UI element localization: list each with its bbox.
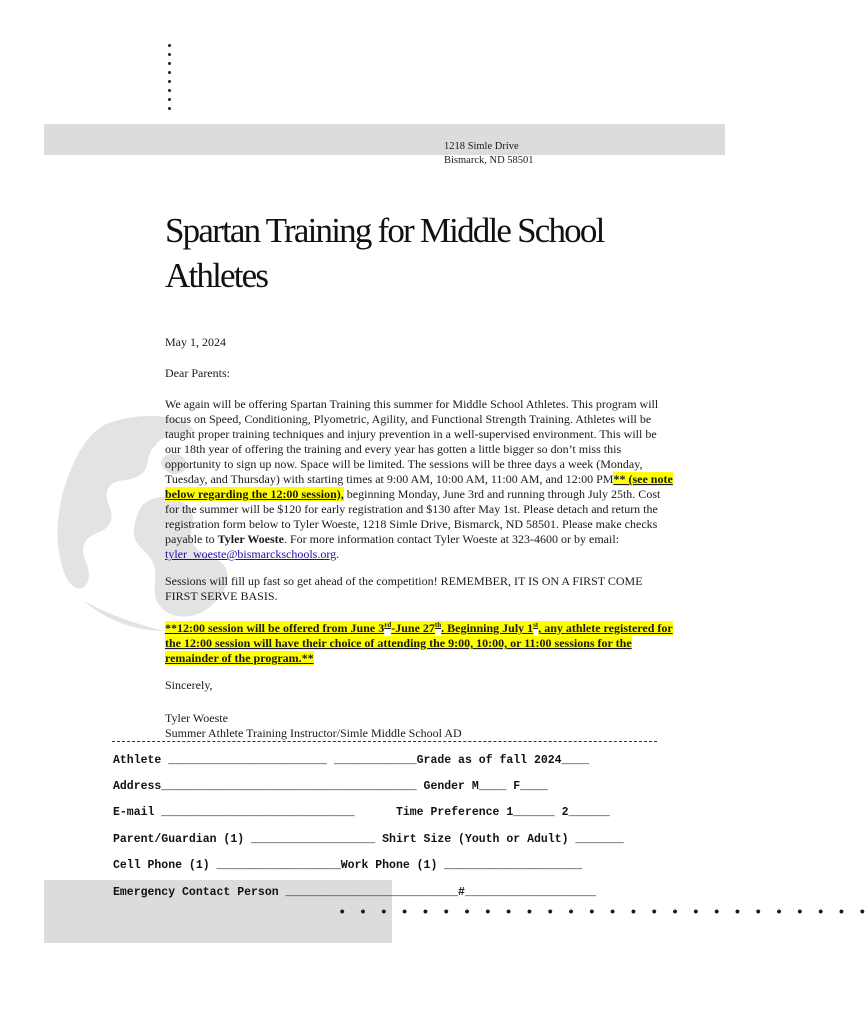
body-text-3: . For more information contact Tyler Woeste at 323-4600 or by email:: [283, 532, 619, 546]
document-title: Spartan Training for Middle School Athletes: [165, 211, 604, 295]
payee-name: Tyler Woeste: [217, 532, 284, 546]
salutation: Dear Parents:: [165, 366, 230, 380]
letter-date: May 1, 2024: [165, 335, 226, 349]
address-line-1: 1218 Simle Drive: [444, 141, 519, 152]
detach-line: [112, 741, 657, 742]
closing: Sincerely,: [165, 678, 213, 692]
body-text-end: .: [336, 547, 340, 561]
note-sup-3: st: [533, 621, 539, 629]
note-part-3: . Beginning July 1: [441, 621, 534, 635]
highlighted-session-note: ** (see note below regarding the 12:00 session),: [165, 472, 673, 501]
signature-role: Summer Athlete Training Instructor/Simle Middle School AD: [165, 726, 462, 740]
body-paragraph-1: [165, 397, 675, 562]
note-sup-1: rd: [384, 621, 392, 629]
form-line-address: Address_____________________________________ Gender M____ F____: [113, 780, 548, 793]
body-paragraph-2: Sessions will fill up fast so get ahead of the competition! REMEMBER, IT IS ON A FIRST COME FIRST SERVE BASIS.: [165, 574, 643, 603]
body-text-2: beginning Monday, June 3rd and running through July 25th. Cost for the summer will be $120 for early registration and $130 after May 1st. Please detach and return the registration form below to Tyler Woeste, 1218 Simle Drive, Bismarck, ND 58501. Please make checks payable to: [165, 487, 661, 546]
horizontal-dots-decoration: • • • • • • • • • • • • • • • • • • • • • • • • • •: [338, 905, 868, 921]
email-link[interactable]: tyler_woeste@bismarckschools.org: [165, 547, 337, 561]
note-part-4: , any athlete registered for the 12:00 session will have their choice of attending the 9:00, 10:00, or 11:00 sessions for the remainder of the program.**: [165, 621, 673, 665]
note-sup-2: th: [434, 621, 442, 629]
note-part-2: -June 27: [391, 621, 435, 635]
form-line-phone: Cell Phone (1) __________________Work Phone (1) ____________________: [113, 859, 583, 872]
address-line-2: Bismarck, ND 58501: [444, 155, 534, 166]
sender-address: [444, 140, 534, 168]
session-note-paragraph: [165, 618, 675, 666]
vertical-dots-decoration: [168, 44, 172, 116]
form-line-emergency: Emergency Contact Person _________________________#___________________: [113, 886, 597, 899]
form-line-athlete: Athlete _______________________ ____________Grade as of fall 2024____: [113, 754, 590, 767]
signature-name: Tyler Woeste: [165, 711, 228, 725]
body-text-1: We again will be offering Spartan Training this summer for Middle School Athletes. This program will focus on Speed, Conditioning, Plyometric, Agility, and Functional Strength Training. Athletes will be taught proper training techniques and injury prevention in a well-supervised environment. This will be our 18th year of offering the training and every year has gotten a little bigger so don’t miss this opportunity to sign up now. Space will be limited. The sessions will be three days a week (Monday, Tuesday, and Thursday) with starting times at 9:00 AM, 10:00 AM, 11:00 AM, and 12:00 PM: [165, 397, 659, 486]
header-band: [44, 124, 725, 155]
form-line-parent: Parent/Guardian (1) __________________ Shirt Size (Youth or Adult) _______: [113, 833, 624, 846]
note-part-1: **12:00 session will be offered from June 3: [165, 621, 385, 635]
form-line-email: E-mail ____________________________ Time Preference 1______ 2______: [113, 806, 610, 819]
